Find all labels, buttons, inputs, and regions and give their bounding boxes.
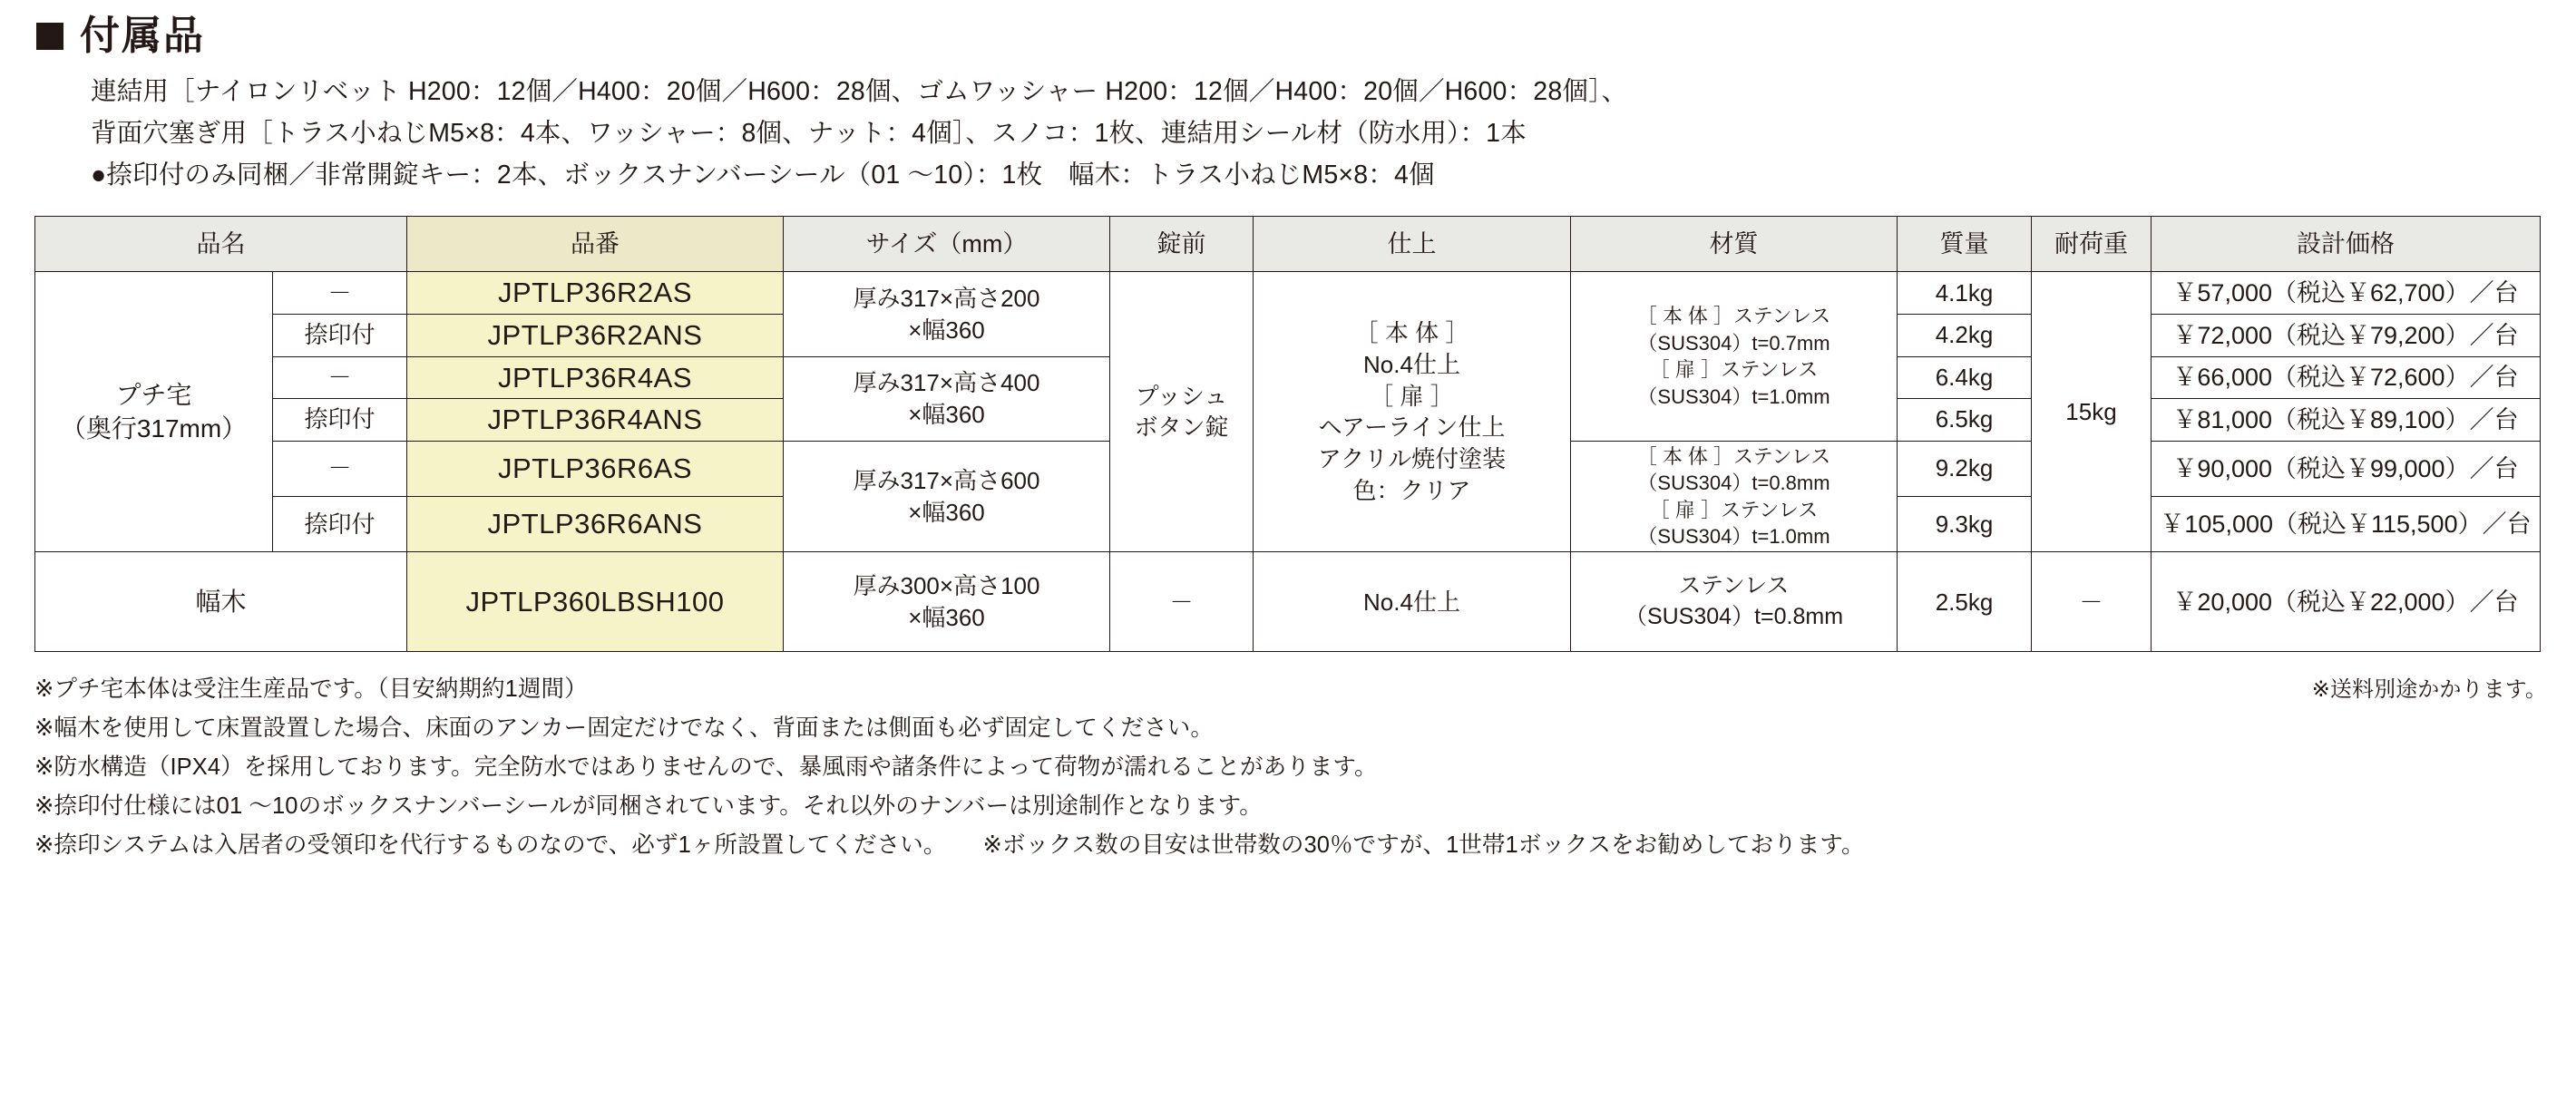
size-line2: ×幅360 [908,498,985,526]
footnote-row-5 [34,826,2547,865]
footnote-row-1 [34,670,2547,709]
material-b-line-2: （SUS304）t=0.8mm [1637,472,1830,495]
column-header-material: 材質 [1571,217,1898,272]
part-number: JPTLP36R2ANS [407,315,784,357]
load-capacity: 15kg [2032,272,2152,552]
size-cell [784,552,1110,652]
spec-table [34,216,2541,652]
variant-label: － [273,356,407,399]
variant-label: 捺印付 [273,399,407,442]
footnote-shipping: ※送料別途かかります。 [2311,677,2547,703]
table-header-row [35,217,2541,272]
variant-label: － [273,272,407,315]
finish-cell: No.4仕上 [1254,552,1571,652]
weight-value: 4.1kg [1898,272,2032,315]
weight-value: 9.3kg [1898,497,2032,552]
price-value: ￥66,000（税込￥72,600）／台 [2152,356,2541,399]
price-value: ￥72,000（税込￥79,200）／台 [2152,315,2541,357]
footnote-2: ※幅木を使用して床置設置した場合、床面のアンカー固定だけでなく、背面または側面も必ず固定してください。 [34,715,1214,742]
variant-label: － [273,441,407,496]
lock-type [1110,272,1254,552]
finish-line-4: ヘアーライン仕上 [1318,413,1506,442]
weight-value: 4.2kg [1898,315,2032,357]
footnote-5b: ※ボックス数の目安は世帯数の30％ですが、1世帯1ボックスをお勧めしております。 [982,832,1865,858]
table-row [35,272,2541,315]
material-cell [1571,552,1898,652]
size-cell [784,441,1110,552]
accessories-line-1: 連結用［ナイロンリベット H200：12個／H400：20個／H600：28個、ゴムワッシャー H200：12個／H400：20個／H600：28個］、 [91,77,1628,106]
column-header-finish: 仕上 [1254,217,1571,272]
column-header-weight: 質量 [1898,217,2032,272]
accessories-line-2: 背面穴塞ぎ用［トラス小ねじM5×8：4本、ワッシャー：8個、ナット：4個］、スノコ：1枚、連結用シール材（防水用）：1本 [91,119,1527,149]
weight-value: 9.2kg [1898,441,2032,496]
material-b-line-4: （SUS304）t=1.0mm [1637,525,1830,548]
size-line1: 厚み317×高さ400 [853,368,1040,396]
footnote-1: ※プチ宅本体は受注生産品です。（目安納期約1週間） [34,676,588,703]
part-number: JPTLP36R6AS [407,441,784,496]
price-value: ￥105,000（税込￥115,500）／台 [2152,497,2541,552]
table-row [35,552,2541,652]
part-number: JPTLP36R4ANS [407,399,784,442]
size-line2: ×幅360 [908,603,985,631]
footnotes [34,670,2547,864]
material-line-2: （SUS304）t=0.8mm [1624,603,1844,629]
page-title [36,16,2576,56]
size-line1: 厚み317×高さ200 [853,284,1040,312]
product-name-line2: （奥行317mm） [60,414,248,443]
material-cell-a [1571,272,1898,441]
size-line2: ×幅360 [908,400,985,428]
product-name-line1: プチ宅 [115,380,192,409]
price-value: ￥20,000（税込￥22,000）／台 [2152,552,2541,652]
material-a-line-3: ［ 扉 ］ステンレス [1649,358,1819,382]
size-line1: 厚み317×高さ600 [853,466,1040,494]
footnote-4: ※捺印付仕様には01 ～10のボックスナンバーシールが同梱されています。それ以外のナンバーは別途制作となります。 [34,793,1263,819]
spec-table-wrapper [34,216,2540,652]
lock-line1: プッシュ [1135,382,1228,410]
page-title-text: 付属品 [80,14,205,58]
price-value: ￥81,000（税込￥89,100）／台 [2152,399,2541,442]
material-cell-b [1571,441,1898,552]
column-header-size: サイズ（mm） [784,217,1110,272]
finish-line-5: アクリル焼付塗装 [1317,445,1507,473]
weight-value: 2.5kg [1898,552,2032,652]
material-b-line-3: ［ 扉 ］ステンレス [1649,498,1819,521]
material-a-line-1: ［ 本 体 ］ステンレス [1636,305,1831,328]
column-header-partnumber: 品番 [407,217,784,272]
column-header-price: 設計価格 [2152,217,2541,272]
accessories-line-3: ●捺印付のみ同梱／非常開錠キー：2本、ボックスナンバーシール（01 ～10）：1枚 幅木：トラス小ねじM5×8：4個 [91,160,1435,190]
material-a-line-4: （SUS304）t=1.0mm [1637,384,1830,408]
footnote-3: ※防水構造（IPX4）を採用しております。完全防水ではありませんので、暴風雨や諸条件によって荷物が濡れることがあります。 [34,754,1378,781]
part-number: JPTLP36R4AS [407,356,784,399]
part-number: JPTLP360LBSH100 [407,552,784,652]
product-name-habaki: 幅木 [35,552,407,652]
part-number: JPTLP36R2AS [407,272,784,315]
lock-type: － [1110,552,1254,652]
size-line1: 厚み300×高さ100 [853,572,1040,600]
accessories-description [91,71,2576,196]
size-line2: ×幅360 [908,316,985,344]
spec-sheet-page [0,16,2576,1099]
column-header-lock: 錠前 [1110,217,1254,272]
part-number: JPTLP36R6ANS [407,497,784,552]
weight-value: 6.4kg [1898,356,2032,399]
price-value: ￥57,000（税込￥62,700）／台 [2152,272,2541,315]
size-cell [784,356,1110,441]
finish-cell [1254,272,1571,552]
size-cell [784,272,1110,356]
finish-line-1: ［ 本 体 ］ [1354,318,1469,346]
finish-line-6: 色：クリア [1352,477,1471,505]
variant-label: 捺印付 [273,315,407,357]
column-header-name: 品名 [35,217,407,272]
finish-line-3: ［ 扉 ］ [1370,382,1454,410]
square-bullet-icon [36,23,63,50]
product-name-petit [35,272,273,552]
material-line-1: ステンレス [1678,573,1790,599]
column-header-load: 耐荷重 [2032,217,2152,272]
weight-value: 6.5kg [1898,399,2032,442]
lock-line2: ボタン錠 [1134,413,1229,442]
material-b-line-1: ［ 本 体 ］ステンレス [1636,444,1831,468]
footnote-5a: ※捺印システムは入居者の受領印を代行するものなので、必ず1ヶ所設置してください。 [34,832,947,858]
variant-label: 捺印付 [273,497,407,552]
price-value: ￥90,000（税込￥99,000）／台 [2152,441,2541,496]
finish-line-2: No.4仕上 [1363,350,1460,378]
load-capacity: － [2032,552,2152,652]
material-a-line-2: （SUS304）t=0.7mm [1637,331,1830,355]
